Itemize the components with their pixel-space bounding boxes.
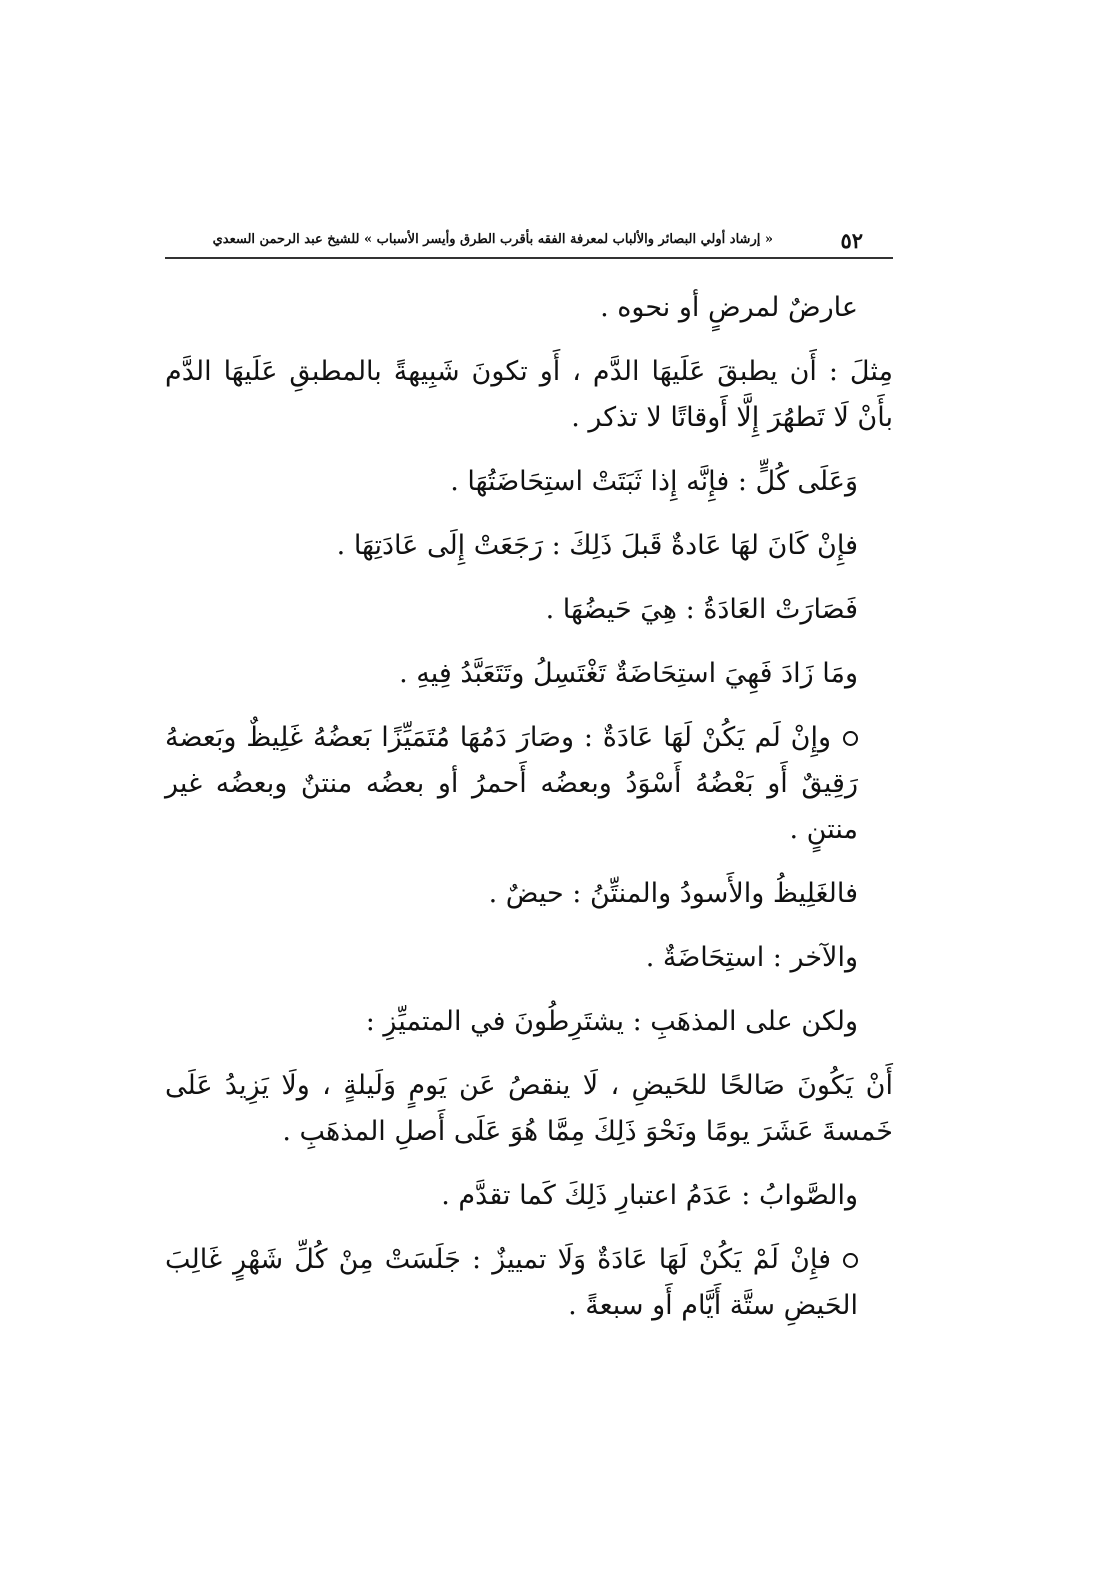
paragraph: فَصَارَتْ العَادَةُ : هِيَ حَيضُهَا . [545, 594, 858, 625]
running-header [165, 228, 893, 254]
paragraph: فإِنْ لَمْ يَكُنْ لَهَا عَادَةٌ وَلَا تمييزٌ : جَلَسَتْ مِنْ كُلِّ شَهْرٍ غَالِبَ الحَيضِ ستَّة أَيَّام أَو سبعةً . [165, 1244, 858, 1321]
page-number: ٥٢ [840, 228, 863, 253]
paragraph: ولكن على المذهَبِ : يشتَرِطُونَ في المتميِّزِ : [365, 1006, 858, 1037]
paragraph: والآخر : استِحَاضَةٌ . [645, 942, 858, 973]
paragraph: فالغَلِيظُ والأَسودُ والمنتِّنُ : حيضٌ . [488, 878, 858, 909]
circle-bullet-icon [843, 1253, 858, 1268]
header-rule [165, 257, 893, 259]
paragraph: ومَا زَادَ فَهِيَ استِحَاضَةٌ تَغْتَسِلُ وتَتَعَبَّدُ فِيهِ . [399, 658, 858, 689]
paragraph: أَنْ يَكُونَ صَالحًا للحَيضِ ، لَا ينقصُ عَن يَومٍ وَلَيلةٍ ، ولَا يَزِيدُ عَلَى خَمسةَ عَشَرَ يومًا ونَحْوَ ذَلِكَ مِمَّا هُوَ عَلَى أَصلِ المذهَبِ . [165, 1070, 893, 1147]
running-title: « إرشاد أولي البصائر والألباب لمعرفة الفقه بأقرب الطرق وأيسر الأسباب » للشيخ عبد الرحمن السعدي [212, 232, 773, 247]
paragraph: عارضٌ لمرضٍ أو نحوه . [600, 292, 858, 323]
circle-bullet-icon [843, 731, 858, 746]
paragraph: مِثلَ : أَن يطبقَ عَلَيهَا الدَّم ، أَو تكونَ شَبِيهةً بالمطبقِ عَلَيهَا الدَّم بأَنْ لَا تَطهُرَ إِلَّا أَوقاتًا لا تذكر . [165, 356, 893, 433]
paragraph: والصَّوابُ : عَدَمُ اعتبارِ ذَلِكَ كَما تقدَّم . [441, 1180, 858, 1211]
paragraph: فإِنْ كَانَ لهَا عَادةٌ قَبلَ ذَلِكَ : رَجَعَتْ إِلَى عَادَتِهَا . [336, 530, 858, 561]
body-text [165, 285, 893, 1329]
paragraph: وإِنْ لَم يَكُنْ لَهَا عَادَةٌ : وصَارَ دَمُهَا مُتَمَيِّزًا بَعضُهُ غَلِيظٌ وبَعضهُ رَقِيقٌ أَو بَعْضُهُ أَسْوَدُ وبعضُه أَحمرُ أو بعضُه منتنٌ وبعضُه غير منتنٍ . [165, 722, 858, 845]
paragraph: وَعَلَى كُلٍّ : فإِنَّه إِذا ثَبَتَتْ استِحَاضَتُهَا . [450, 466, 858, 497]
